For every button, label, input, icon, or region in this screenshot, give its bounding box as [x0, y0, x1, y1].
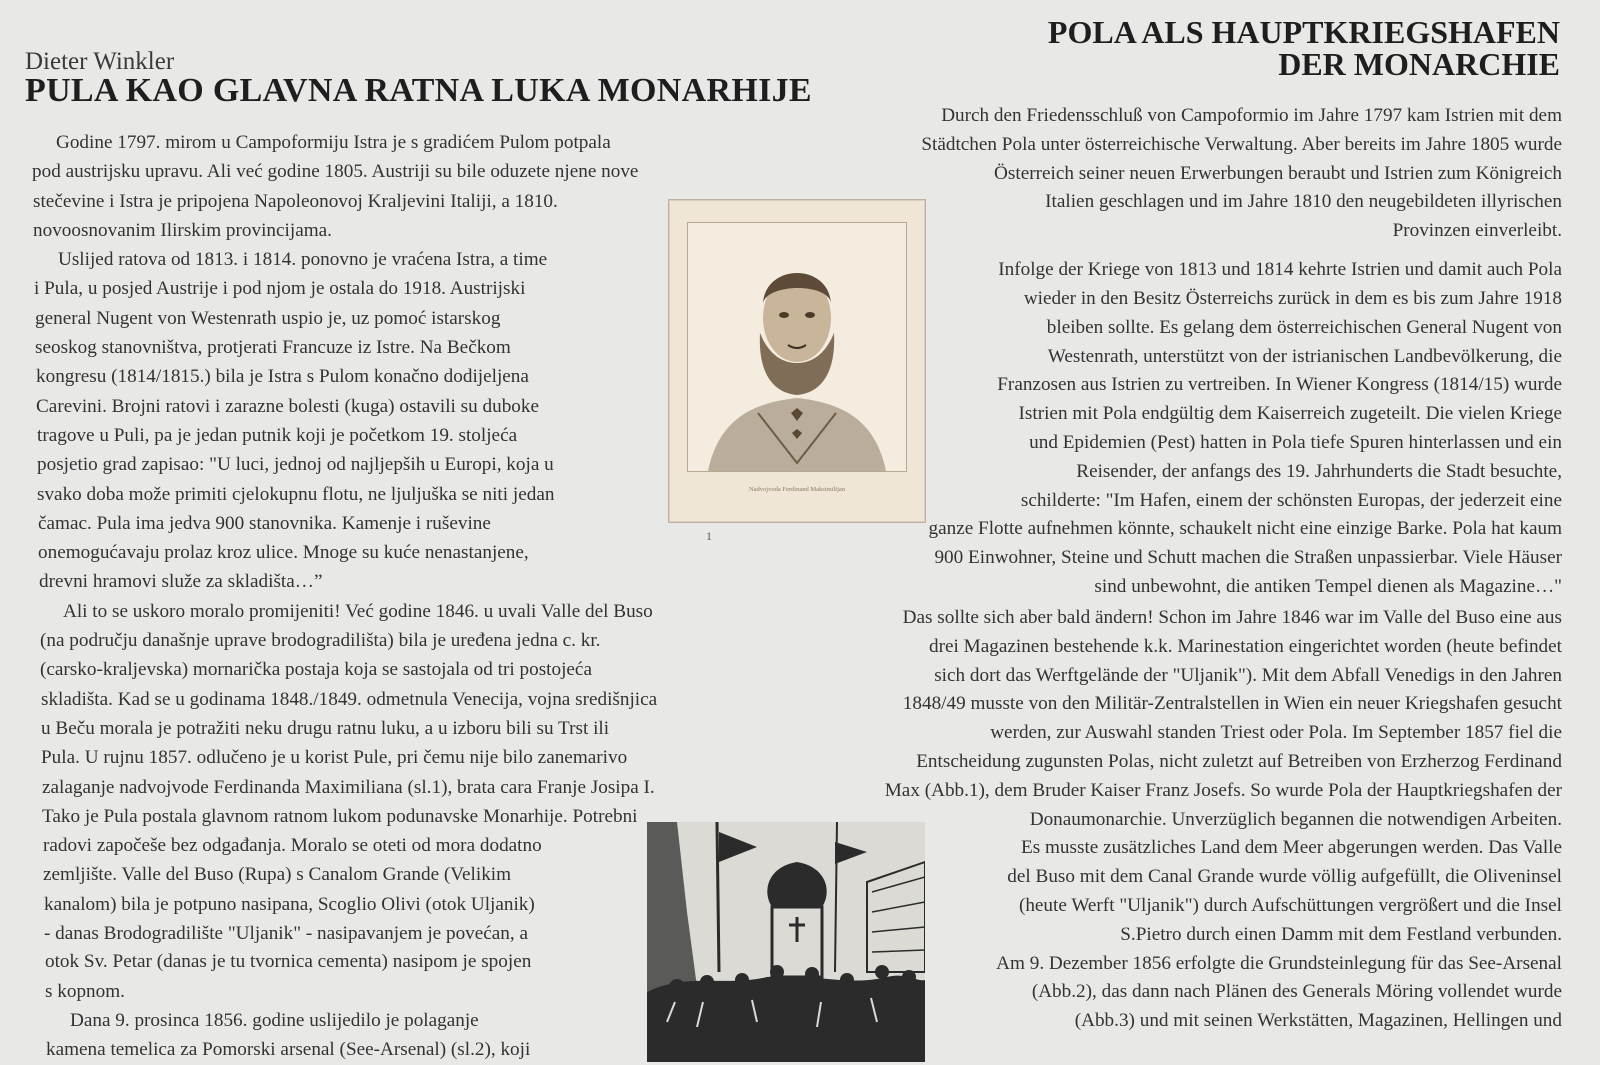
- croatian-text-line: seoskog stanovništva, protjerati Francuze iz Istre. Na Bečkom: [35, 337, 511, 359]
- portrait-figure: [668, 199, 926, 523]
- german-text-line: schilderte: "Im Hafen, einem der schönsten Europas, der jederzeit eine: [1020, 489, 1562, 511]
- german-text-line: Entscheidung zugunsten Polas, nicht zuletzt auf Betreiben von Erzherzog Ferdinand: [916, 750, 1562, 772]
- croatian-text-line: pod austrijsku upravu. Ali već godine 1805. Austriji su bile oduzete njene nove: [32, 161, 639, 183]
- croatian-text-line: i Pula, u posjed Austrije i pod njom je ostala do 1918. Austrijski: [34, 278, 526, 300]
- croatian-text-line: onemogućavaju prolaz kroz ulice. Mnoge su kuće nenastanjene,: [38, 542, 529, 564]
- croatian-text-line: otok Sv. Petar (danas je tu tvornica cementa) nasipom je spojen: [45, 951, 532, 973]
- german-text-line: wieder in den Besitz Österreichs zurück in dem es bis zum Jahre 1918: [1023, 287, 1562, 309]
- german-text-line: (Abb.2), das dann nach Plänen des Generals Möring vollendet wurde: [1031, 981, 1562, 1003]
- german-text-line: drei Magazinen bestehende k.k. Marinestation eingerichtet worden (heute befindet: [929, 635, 1562, 657]
- croatian-text-line: svako doba može primiti cjelokupnu flotu, ne ljuljuška se niti jedan: [37, 483, 555, 505]
- croatian-text-line: s kopnom.: [45, 980, 125, 1002]
- croatian-text-line: - danas Brodogradilište "Uljanik" - nasipavanjem je povećan, a: [44, 923, 529, 945]
- title-german-line-1: POLA ALS HAUPTKRIEGSHAFEN: [1047, 14, 1560, 50]
- german-text-line: Am 9. Dezember 1856 erfolgte die Grundsteinlegung für das See-Arsenal: [996, 952, 1562, 974]
- portrait-engraving-icon: [688, 223, 906, 471]
- german-text-line: del Buso mit dem Canal Grande wurde völlig aufgefüllt, die Oliveninsel: [1007, 866, 1562, 888]
- ceremony-engraving-icon: [647, 822, 925, 1062]
- german-text-line: (Abb.3) und mit seinen Werkstätten, Magazinen, Hellingen und: [1074, 1010, 1562, 1032]
- german-text-line: ganze Flotte aufnehmen könnte, schaukelt nicht eine einzige Barke. Pola hat kaum: [928, 518, 1562, 540]
- croatian-text-line: general Nugent von Westenrath uspio je, uz pomoć istarskog: [35, 307, 501, 329]
- croatian-text-line: novoosnovanim Ilirskim provincijama.: [33, 219, 332, 241]
- croatian-text-line: zalaganje nadvojvode Ferdinanda Maximiliana (sl.1), brata cara Franje Josipa I.: [42, 776, 655, 798]
- portrait-image: [687, 222, 907, 472]
- german-text-line: Max (Abb.1), dem Bruder Kaiser Franz Josefs. So wurde Pola der Hauptkriegshafen der: [884, 779, 1562, 801]
- figure-number: 1: [706, 529, 712, 543]
- german-text-line: Infolge der Kriege von 1813 und 1814 kehrte Istrien und damit auch Pola: [998, 259, 1562, 281]
- title-german: [1048, 16, 1560, 80]
- croatian-text-line: kanalom) bila je potpuno nasipana, Scoglio Olivi (otok Uljanik): [44, 893, 535, 915]
- croatian-text-line: posjetio grad zapisao: "U luci, jednoj od najljepših u Europi, koja u: [37, 454, 554, 476]
- german-text-line: Durch den Friedensschluß von Campoformio im Jahre 1797 kam Istrien mit dem: [941, 105, 1562, 126]
- croatian-text-line: Pula. U rujnu 1857. odlučeno je u korist Pule, pri čemu nije bilo zanemarivo: [41, 747, 628, 769]
- title-german-line-2: DER MONARCHIE: [1278, 46, 1560, 82]
- german-text-line: Donaumonarchie. Unverzüglich begannen die notwendigen Arbeiten.: [1029, 808, 1562, 830]
- german-text-line: Es musste zusätzliches Land dem Meer abgerungen werden. Das Valle: [1021, 837, 1562, 859]
- croatian-text-line: (carsko-kraljevska) mornarička postaja koja se sastojala od tri postojeća: [40, 659, 592, 681]
- croatian-text-line: Uslijed ratova od 1813. i 1814. ponovno je vraćena Istra, a time: [34, 249, 548, 271]
- croatian-text-column: [32, 128, 657, 1065]
- german-text-line: Reisender, der anfangs des 19. Jahrhunderts die Stadt besuchte,: [1076, 460, 1562, 482]
- croatian-text-line: radovi započeše bez odgađanja. Moralo se oteti od mora dodatno: [43, 835, 542, 857]
- croatian-text-line: čamac. Pula ima jedva 900 stanovnika. Kamenje i ruševine: [38, 512, 491, 534]
- german-text-line: Das sollte sich aber bald ändern! Schon im Jahre 1846 war im Valle del Buso eine aus: [902, 606, 1562, 628]
- author-name: Dieter Winkler: [25, 48, 175, 75]
- croatian-text-line: stečevine i Istra je pripojena Napoleonovoj Kraljevini Italiji, a 1810.: [33, 190, 558, 212]
- german-text-line: sich dort das Werftgelände der "Uljanik"). Mit dem Abfall Venedigs in den Jahren: [934, 664, 1562, 686]
- croatian-text-line: kongresu (1814/1815.) bila je Istra s Pulom konačno dodijeljena: [36, 366, 529, 388]
- german-text-line: Franzosen aus Istrien zu vertreiben. In Wiener Kongress (1814/15) wurde: [997, 374, 1562, 396]
- german-text-line: (heute Werft "Uljanik") durch Aufschüttungen vergrößert und die Insel: [1018, 894, 1562, 916]
- german-text-line: Österreich seiner neuen Erwerbungen beraubt und Istrien zum Königreich: [994, 162, 1562, 184]
- croatian-text-line: kamena temelica za Pomorski arsenal (See-Arsenal) (sl.2), koji: [46, 1039, 531, 1061]
- croatian-text-line: Dana 9. prosinca 1856. godine uslijedilo je polaganje: [46, 1009, 479, 1031]
- croatian-text-line: Tako je Pula postala glavnom ratnom lukom podunavske Monarhije. Potrebni: [42, 805, 638, 827]
- croatian-text-line: Carevini. Brojni ratovi i zarazne bolesti (kuga) ostavili su duboke: [36, 395, 540, 417]
- german-text-line: Westenrath, unterstützt von der istrianischen Landbevölkerung, die: [1047, 345, 1562, 367]
- croatian-text-line: Godine 1797. mirom u Campoformiju Istra je s gradićem Pulom potpala: [32, 132, 611, 153]
- german-text-line: 1848/49 musste von den Militär-Zentralstellen in Wien ein neuer Kriegshafen gesucht: [902, 693, 1562, 715]
- croatian-text-line: tragove u Puli, pa je jedan putnik koji je početkom 19. stoljeća: [37, 424, 518, 446]
- german-text-line: und Epidemien (Pest) hatten in Pola tiefe Spuren hinterlassen und ein: [1029, 431, 1562, 453]
- croatian-text-line: drevni hramovi služe za skladišta…”: [39, 571, 323, 593]
- german-text-line: S.Pietro durch einen Damm mit dem Festland verbunden.: [1120, 923, 1562, 945]
- german-text-column: [885, 101, 1562, 1035]
- arsenal-engraving-figure: [647, 822, 925, 1062]
- german-text-line: werden, zur Auswahl standen Triest oder Pola. Im September 1857 fiel die: [990, 722, 1562, 744]
- german-text-line: Provinzen einverleibt.: [1392, 220, 1562, 242]
- german-text-line: bleiben sollte. Es gelang dem österreichischen General Nugent von: [1046, 316, 1562, 338]
- croatian-text-line: u Beču morala je potražiti neku drugu ratnu luku, a u izboru bili su Trst ili: [41, 717, 610, 739]
- german-text-line: sind unbewohnt, die antiken Tempel dienen als Magazine…": [1094, 575, 1562, 597]
- croatian-text-line: skladišta. Kad se u godinama 1848./1849. odmetnula Venecija, vojna središnjica: [41, 688, 658, 710]
- portrait-caption: Nadvojvoda Ferdinand Maksimilijan: [748, 486, 846, 493]
- croatian-text-line: zemljište. Valle del Buso (Rupa) s Canalom Grande (Velikim: [43, 864, 512, 886]
- german-text-line: Istrien mit Pola endgültig dem Kaiserreich zugeteilt. Die vielen Kriege: [1018, 403, 1562, 425]
- german-text-line: Städtchen Pola unter österreichische Verwaltung. Aber bereits im Jahre 1805 wurde: [921, 133, 1562, 155]
- croatian-text-line: Ali to se uskoro moralo promijeniti! Već godine 1846. u uvali Valle del Buso: [39, 600, 653, 622]
- title-croatian: PULA KAO GLAVNA RATNA LUKA MONARHIJE: [25, 72, 812, 109]
- german-text-line: 900 Einwohner, Steine und Schutt machen die Straßen unpassierbar. Viele Häuser: [934, 547, 1562, 569]
- german-text-line: Italien geschlagen und im Jahre 1810 den neugebildeten illyrischen: [1045, 191, 1562, 213]
- croatian-text-line: (na području današnje uprave brodogradilišta) bila je uređena jedna c. kr.: [40, 630, 601, 652]
